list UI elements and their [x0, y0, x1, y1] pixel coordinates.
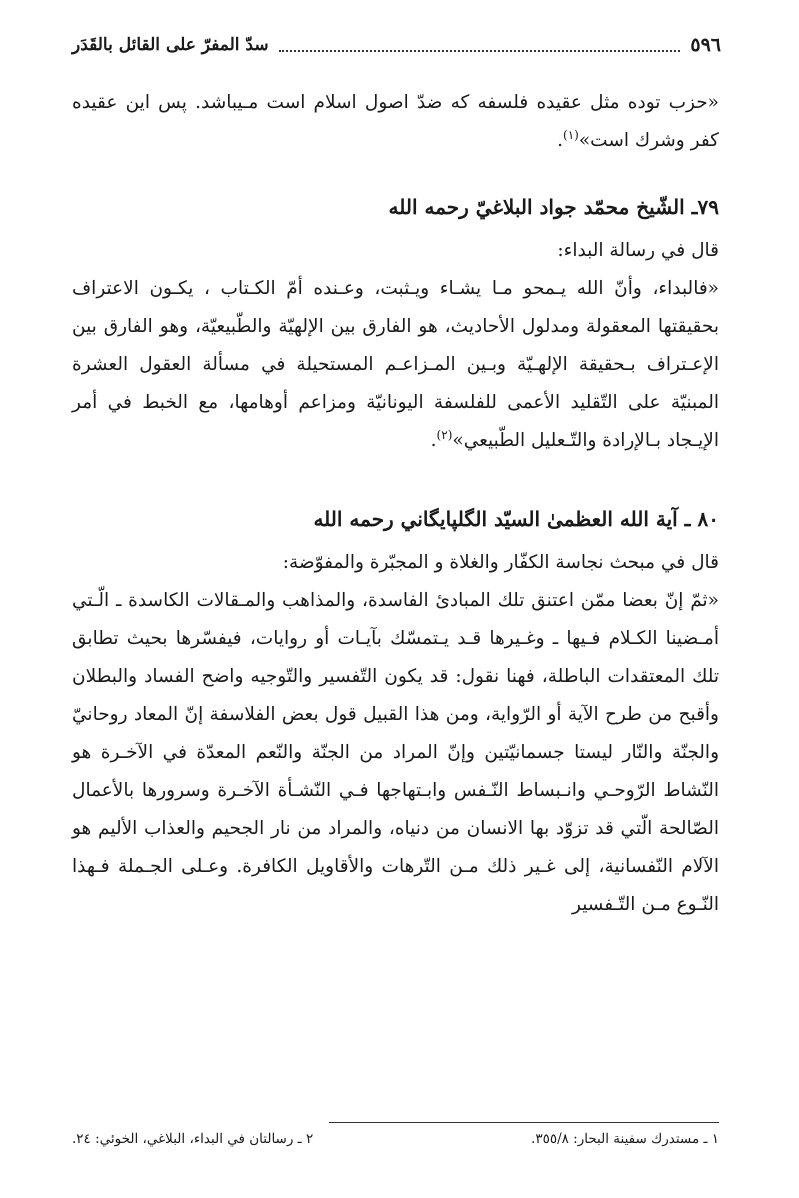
section-80-intro: قال في مبحث نجاسة الكفّار والغلاة و المجبّرة والمفوّضة:: [282, 552, 719, 573]
section-80-heading: ٨٠ ـ آية الله العظمىٰ السيّد الگلپايگاني رحمه الله: [313, 507, 719, 531]
persian-quote: «حزب توده مثل عقيده فلسفه كه ضدّ اصول اسلام است مـيباشد. پس اين عقيده كفر وشرك است»$^{(١)}$.: [72, 92, 719, 151]
section-79-intro: قال في رسالة البداء:: [557, 240, 719, 261]
footnote-ref-1: (١): [563, 127, 579, 142]
section-79-quote: «فالبداء، وأنّ الله يـمحو مـا يشـاء ويـثبت، وعـنده أمّ الكـتاب ، يكـون الاعتراف بحقيقتها المعقولة ومدلول الأحاديث، هو الفارق بين الإلهيّة والطّبيعيّة، وهو الفارق بين الإعـتراف بـحقيقة الإلهـيّة وبـين المـزاعـم المستحيلة في مسألة العقول العشرة المبنيّة على التّقليد الأعمى للفلسفة اليونانيّة ومزاعم أوهامها، مع الخبط في أمر الإيـجاد بـالإرادة والتّـعليل الطّبيعي»$^{(٢)}$.: [72, 278, 719, 451]
body-text: [72, 84, 719, 924]
footnote-ref-2: (٢): [436, 427, 453, 442]
section-79-heading: ٧٩ـ الشّيخ محمّد جواد البلاغيّ رحمه الله: [388, 195, 719, 219]
footnote-1: ١ ـ مستدرك سفينة البحار: ٣٥٥/٨.: [531, 1131, 719, 1147]
header-dotted-leader: [279, 38, 681, 52]
footnotes: [72, 1128, 719, 1150]
footnote-divider: [329, 1122, 719, 1123]
footnote-2: ٢ ـ رسالتان في البداء، البلاغي، الخوئي: ٢٤.: [72, 1131, 314, 1147]
section-80-quote: «ثمّ إنّ بعضا ممّن اعتنق تلك المبادئ الفاسدة، والمذاهب والمـقالات الكاسدة ـ الّـتي أمـضينا الكـلام فـيها ـ وغـيرها قـد يـتمسّك بآيـات أو روايات، فيفسّرها بحيث تطابق تلك المعتقدات الباطلة، فهنا نقول: قد يكون التّفسير والتّوجيه واضح الفساد والبطلان وأقبح من طرح الآية أو الرّواية، ومن هذا القبيل قول بعض الفلاسفة إنّ المعاد روحانيّ والجنّة والنّار ليستا جسمانيّتين وإنّ المراد من الجنّة والنّعم المعدّة في الآخـرة هو النّشاط الرّوحـي وانـبساط النّـفس وابـتهاجها فـي النّشـأة الآخـرة وسرورها بالأعمال الصّالحة الّتي قد تزوّد بها الانسان من دنياه، والمراد من نار الجحيم والعذاب الأليم هو الآلام النّفسانية، إلى غـير ذلك مـن التّرهات والأقاويل الكافرة. وعـلى الجـملة فـهذا النّـوع مـن التّـفسير: [72, 590, 719, 915]
running-header: [72, 30, 721, 60]
running-title: سدّ المفرّ على القائل بالقَدَر: [72, 35, 269, 55]
page-number: ٥٩٦: [690, 34, 721, 56]
